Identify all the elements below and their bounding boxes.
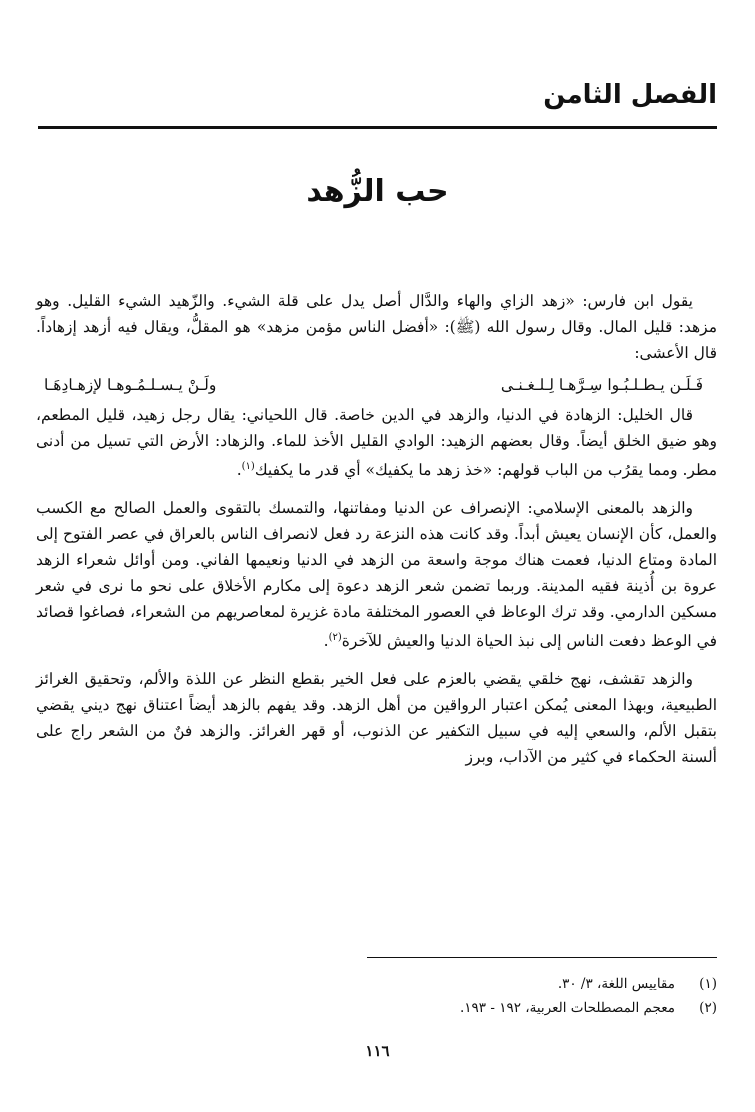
footnote-2 (77, 996, 717, 1020)
footnote-text: معجم المصطلحات العربية، ١٩٢ - ١٩٣. (459, 1000, 675, 1016)
footnote-rule (367, 957, 717, 958)
chapter-rule (38, 126, 717, 129)
verse-hemistich-second: ولَـنْ يـسـلـمُـوهـا لإزهـادِهَـا (44, 376, 217, 394)
paragraph-2-text: قال الخليل: الزهادة في الدنيا، والزهد في الدين خاصة. قال اللحياني: يقال رجل زهيد، قليل المطعم، وهو ضيق الخلق أيضاً. وقال بعضهم الزهيد: الوادي القليل الأخذ للماء. والزهاد: الأرض التي تسيل من أدنى مطر. ومما يقرُب من الباب قولهم: «خذ زهد ما يكفيك» أي قدر ما يكفيك (36, 406, 717, 480)
paragraph-2 (36, 402, 717, 483)
chapter-heading: الفصل الثامن (543, 80, 717, 110)
footnote-number: (٢) (699, 1000, 717, 1016)
footnote-ref-1[interactable]: (١) (241, 461, 255, 472)
verse-hemistich-first: فَـلَـن يـطـلـبُـوا سِـرَّهـا لِـلـغـنـى (500, 376, 703, 394)
verse (36, 370, 717, 400)
footnote-ref-2[interactable]: (٢) (328, 632, 342, 644)
footnote-text: مقاييس اللغة، ٣/ ٣٠. (557, 976, 675, 992)
footnotes (77, 972, 717, 1020)
footnote-number: (١) (699, 976, 717, 992)
page-number: ١١٦ (365, 1042, 390, 1060)
paragraph-3 (36, 495, 717, 654)
paragraph-4: والزهد تقشف، نهج خلقي يقضي بالعزم على فعل الخير بقطع النظر عن اللذة والألم، وتحقيق الغرائز الطبيعية، وبهذا المعنى يُمكن اعتبار الرواقين من أهل الزهد. وقد يفهم بالزهد أيضاً اعتناق نهج ديني يقضي بتقبل الألم، والسعي إليه في سبيل التكفير عن الذنوب، أو قهر الغرائز. والزهد فنٌ من الشعر راج على ألسنة الحكماء في كثير من الآداب، وبرز (36, 670, 717, 767)
paragraph-3-end: . (323, 632, 329, 651)
section-title: حب الزُّهد (306, 174, 449, 209)
footnote-1 (77, 972, 717, 996)
body-text (36, 288, 717, 770)
paragraph-2-end: . (236, 461, 242, 480)
paragraph-3-text: والزهد بالمعنى الإسلامي: الإنصراف عن الدنيا ومفاتنها، والتمسك بالتقوى والعمل الصالح مع الكسب والعمل، كأن الإنسان يعيش أبداً. وقد كانت هذه النزعة رد فعل لانصراف الناس بالعراق في عصر الفتوح إلى المادة ومتاع الدنيا، فعمت هناك موجة واسعة من الزهد في الدنيا ونعيمها الفاني. ومن أوائل شعراء الزهد عروة بن أُذينة فقيه المدينة. وربما تضمن شعر الزهد دعوة إلى مكارم الأخلاق على نحو ما نرى في شعر مسكين الدارمي. وقد ترك الوعاظ في العصور المختلفة مادة غزيرة لمعاصريهم من الشعراء، فصاغوا قصائد في الوعظ دفعت الناس إلى نبذ الحياة الدنيا والعيش للآخرة (36, 499, 717, 651)
paragraph-1: يقول ابن فارس: «زهد الزاي والهاء والدَّال أصل يدل على قلة الشيء. والزّهيد الشيء القليل. وهو مزهد: قليل المال. وقال رسول الله (ﷺ): «أفضل الناس مؤمن مزهد» هو المقلُّ، ويقال فيه أزهد إزهاداً. قال الأعشى: (36, 292, 717, 362)
